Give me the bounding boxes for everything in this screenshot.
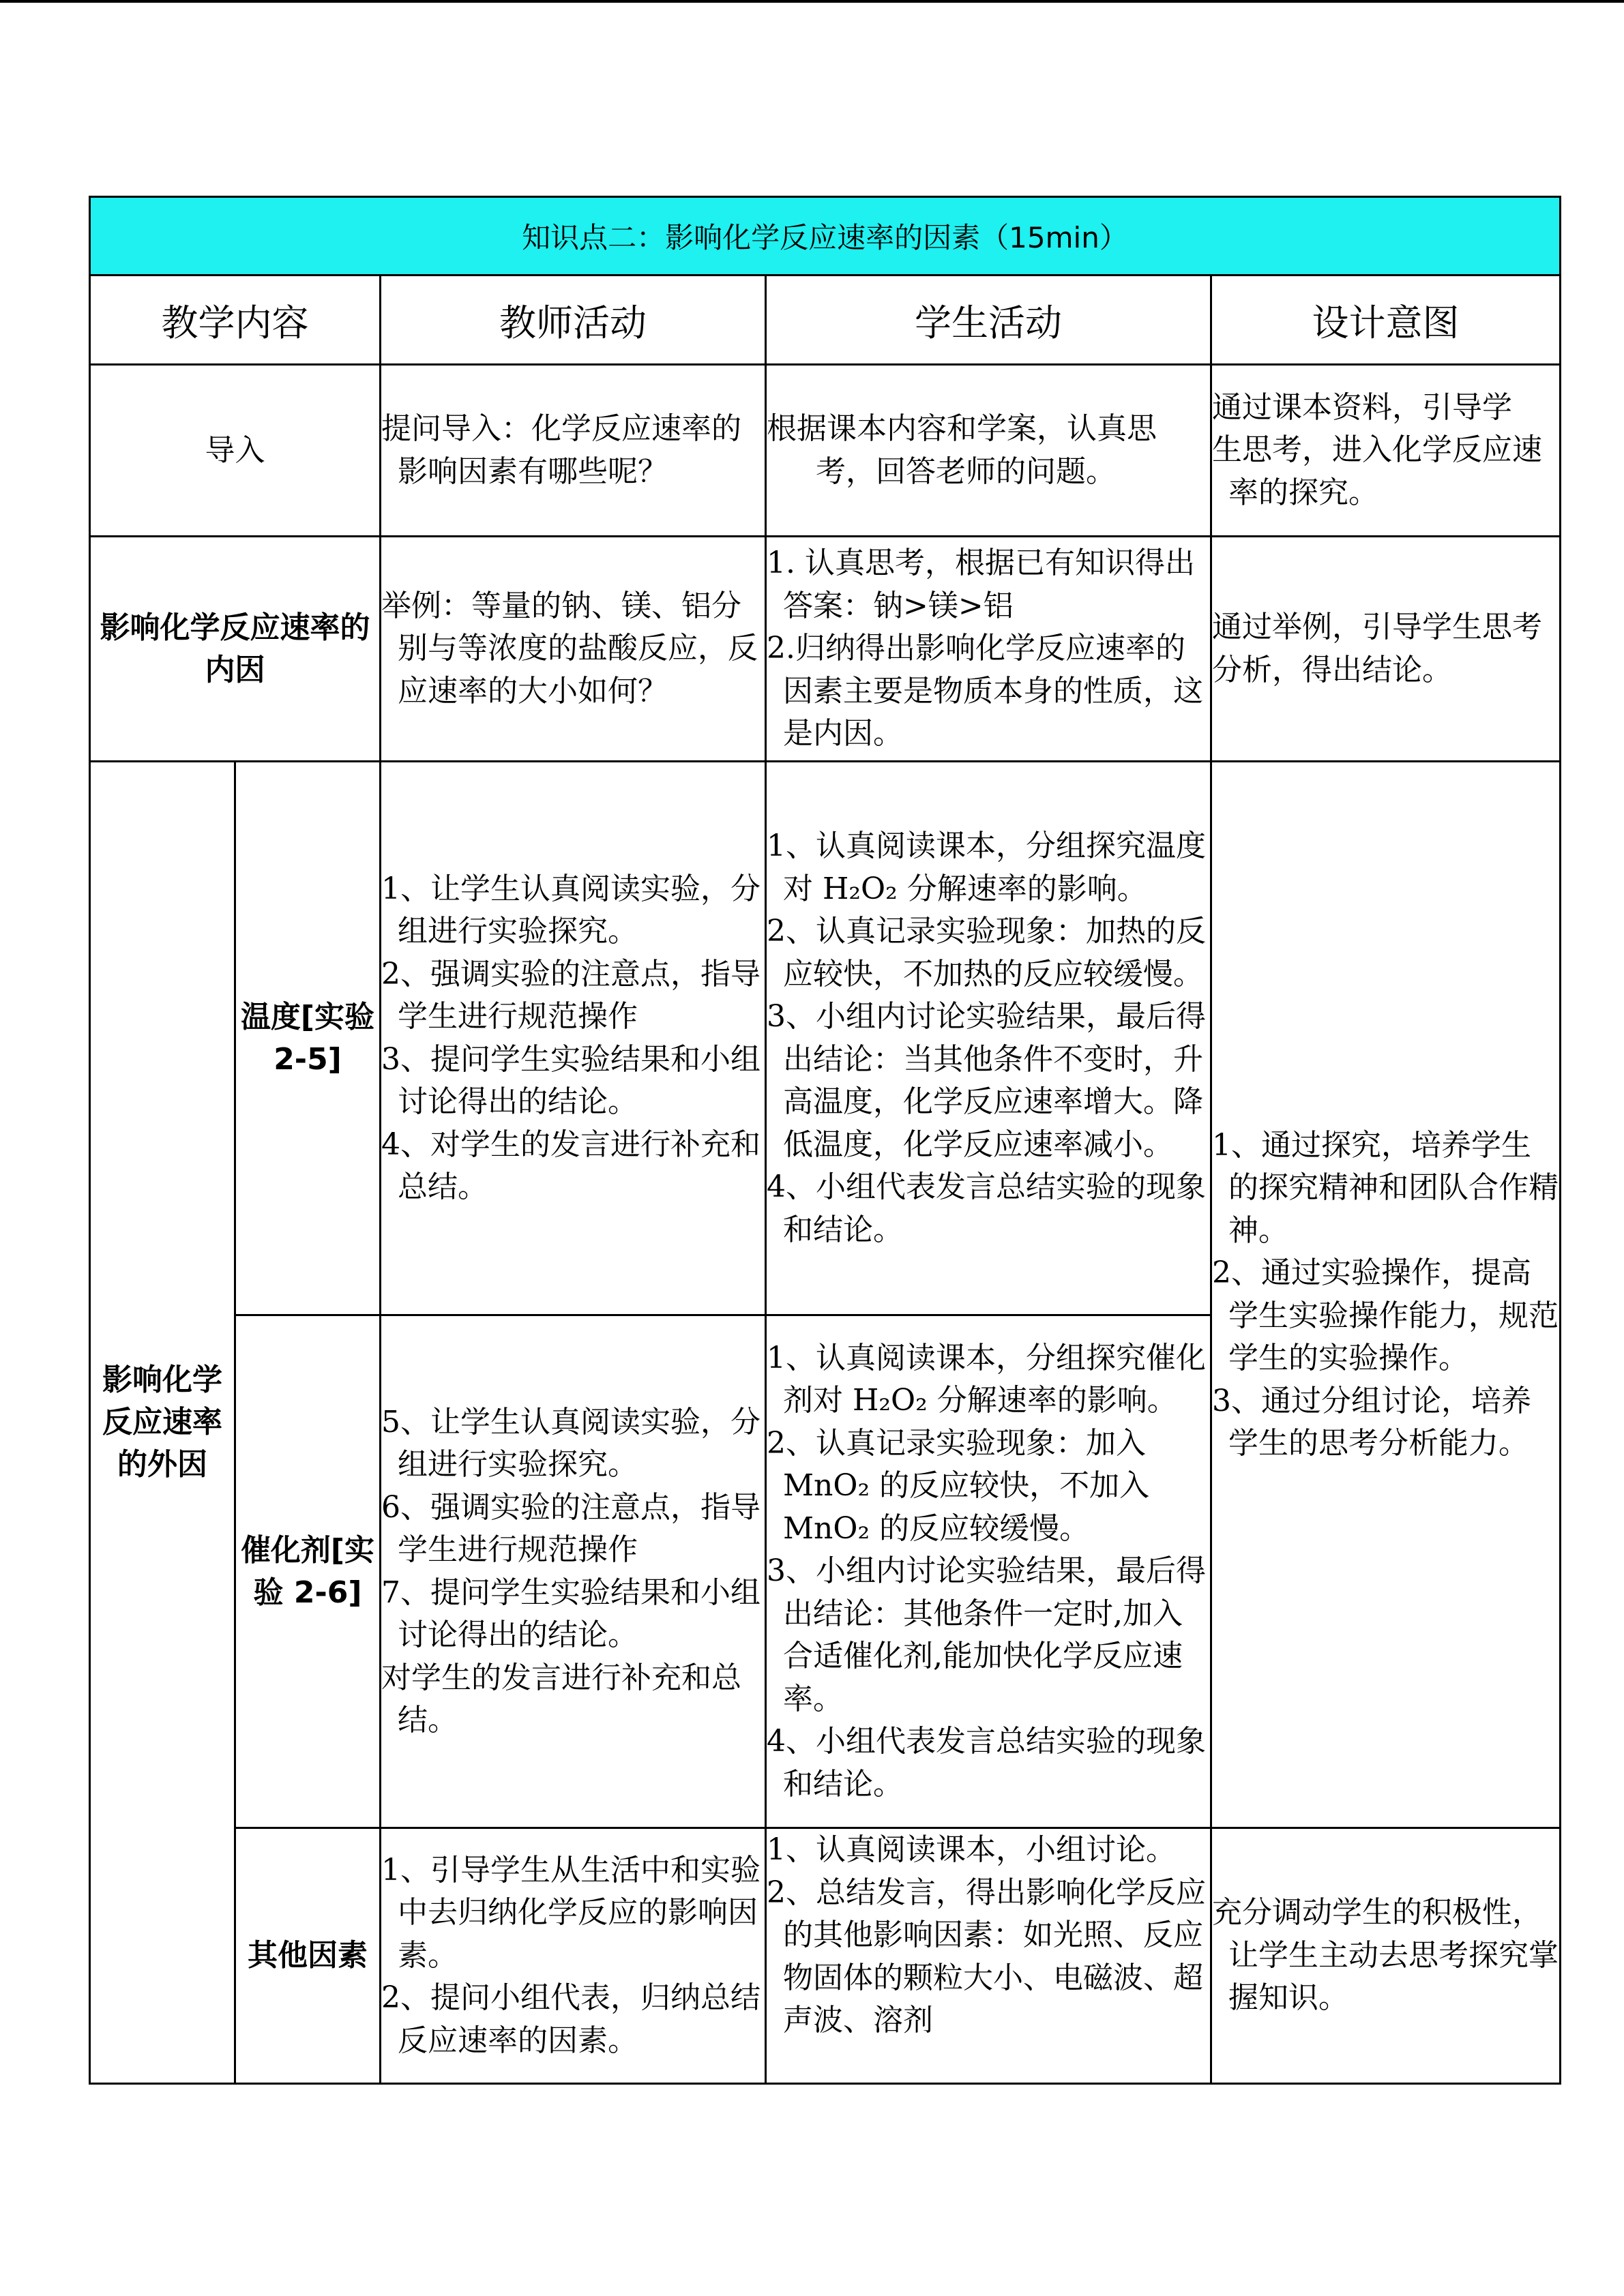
header-intent: 设计意图 xyxy=(1211,275,1561,365)
temperature-student xyxy=(766,762,1211,1315)
external-intent xyxy=(1211,762,1561,1828)
catalyst-teacher xyxy=(381,1315,766,1828)
lesson-plan-table xyxy=(89,196,1561,2085)
external-label: 影响化学反应速率的外因 xyxy=(90,762,235,2084)
section-title: 知识点二：影响化学反应速率的因素（15min） xyxy=(90,197,1561,275)
other-teacher-item-1: 1、引导学生从生活中和实验中去归纳化学反应的影响因素。 xyxy=(381,1852,761,1973)
row-internal xyxy=(90,537,1561,762)
internal-student-item-1: 1. 认真思考，根据已有知识得出答案：钠>镁>铝 xyxy=(767,546,1195,623)
internal-teacher-text: 举例：等量的钠、镁、铝分别与等浓度的盐酸反应，反应速率的大小如何？ xyxy=(381,588,758,709)
catalyst-student-item-1: 1、认真阅读课本，分组探究催化剂对 H₂O₂ 分解速率的影响。 xyxy=(767,1340,1206,1418)
catalyst-teacher-item-5: 5、让学生认真阅读实验，分组进行实验探究。 xyxy=(381,1404,761,1482)
temperature-teacher xyxy=(381,762,766,1315)
other-intent xyxy=(1211,1828,1561,2084)
header-row xyxy=(90,275,1561,365)
temperature-label: 温度[实验 2-5] xyxy=(235,762,381,1315)
row-other xyxy=(90,1828,1561,2084)
catalyst-student-item-3: 3、小组内讨论实验结果，最后得出结论：其他条件一定时,加入合适催化剂,能加快化学反应速率。 xyxy=(767,1553,1206,1716)
temperature-teacher-item-3: 3、提问学生实验结果和小组讨论得出的结论。 xyxy=(381,1041,761,1119)
other-label: 其他因素 xyxy=(235,1828,381,2084)
page-top-border xyxy=(0,0,1624,3)
internal-teacher xyxy=(381,537,766,762)
other-teacher xyxy=(381,1828,766,2084)
intro-student xyxy=(766,365,1211,537)
temperature-teacher-item-4: 4、对学生的发言进行补充和总结。 xyxy=(381,1127,761,1204)
intro-student-text: 根据课本内容和学案，认真思考，回答老师的问题。 xyxy=(767,411,1157,489)
row-temperature xyxy=(90,762,1561,1315)
intro-label: 导入 xyxy=(90,365,381,537)
internal-student xyxy=(766,537,1211,762)
intro-intent-line-1: 通过课本资料，引导学 xyxy=(1212,389,1512,425)
internal-label: 影响化学反应速率的内因 xyxy=(90,537,381,762)
intro-teacher xyxy=(381,365,766,537)
row-intro xyxy=(90,365,1561,537)
catalyst-teacher-item-6: 6、强调实验的注意点，指导学生进行规范操作 xyxy=(381,1489,761,1567)
external-intent-item-3: 3、通过分组讨论，培养学生的思考分析能力。 xyxy=(1212,1383,1531,1461)
other-student-item-2: 2、总结发言，得出影响化学反应的其他影响因素：如光照、反应物固体的颗粒大小、电磁波、超声波、溶剂 xyxy=(767,1875,1206,2038)
other-student-item-1: 1、认真阅读课本，小组讨论。 xyxy=(767,1832,1176,1867)
header-student: 学生活动 xyxy=(766,275,1211,365)
catalyst-teacher-item-7: 7、提问学生实验结果和小组讨论得出的结论。 xyxy=(381,1575,761,1652)
intro-teacher-text: 提问导入：化学反应速率的影响因素有哪些呢？ xyxy=(381,411,741,489)
catalyst-teacher-item-8: 对学生的发言进行补充和总结。 xyxy=(381,1660,741,1738)
temperature-student-item-2: 2、认真记录实验现象：加热的反应较快，不加热的反应较缓慢。 xyxy=(767,914,1206,992)
title-row xyxy=(90,197,1561,275)
temperature-teacher-item-2: 2、强调实验的注意点，指导学生进行规范操作 xyxy=(381,956,761,1034)
other-intent-text: 充分调动学生的积极性，让学生主动去思考探究掌握知识。 xyxy=(1212,1895,1559,2016)
temperature-student-item-3: 3、小组内讨论实验结果，最后得出结论：当其他条件不变时，升高温度，化学反应速率增大。降低温度，化学反应速率减小。 xyxy=(767,999,1206,1162)
header-content: 教学内容 xyxy=(90,275,381,365)
catalyst-label: 催化剂[实验 2-6] xyxy=(235,1315,381,1828)
catalyst-student xyxy=(766,1315,1211,1828)
catalyst-student-item-2: 2、认真记录实验现象：加入 MnO₂ 的反应较快，不加入 MnO₂ 的反应较缓慢。 xyxy=(767,1425,1150,1546)
external-intent-item-1: 1、通过探究，培养学生的探究精神和团队合作精神。 xyxy=(1212,1127,1559,1248)
other-teacher-item-2: 2、提问小组代表，归纳总结反应速率的因素。 xyxy=(381,1980,761,2058)
temperature-student-item-4: 4、小组代表发言总结实验的现象和结论。 xyxy=(767,1169,1206,1247)
other-student xyxy=(766,1828,1211,2084)
intro-intent-line-2: 生思考，进入化学反应速率的探究。 xyxy=(1212,432,1542,510)
temperature-teacher-item-1: 1、让学生认真阅读实验，分组进行实验探究。 xyxy=(381,871,761,949)
temperature-student-item-1: 1、认真阅读课本，分组探究温度对 H₂O₂ 分解速率的影响。 xyxy=(767,829,1206,906)
internal-intent-text: 通过举例，引导学生思考分析，得出结论。 xyxy=(1212,610,1542,687)
header-teacher: 教师活动 xyxy=(381,275,766,365)
catalyst-student-item-4: 4、小组代表发言总结实验的现象和结论。 xyxy=(767,1724,1206,1802)
intro-intent xyxy=(1211,365,1561,537)
internal-student-item-2: 2.归纳得出影响化学反应速率的因素主要是物质本身的性质，这是内因。 xyxy=(767,631,1203,751)
external-intent-item-2: 2、通过实验操作，提高学生实验操作能力，规范学生的实验操作。 xyxy=(1212,1255,1559,1375)
internal-intent xyxy=(1211,537,1561,762)
